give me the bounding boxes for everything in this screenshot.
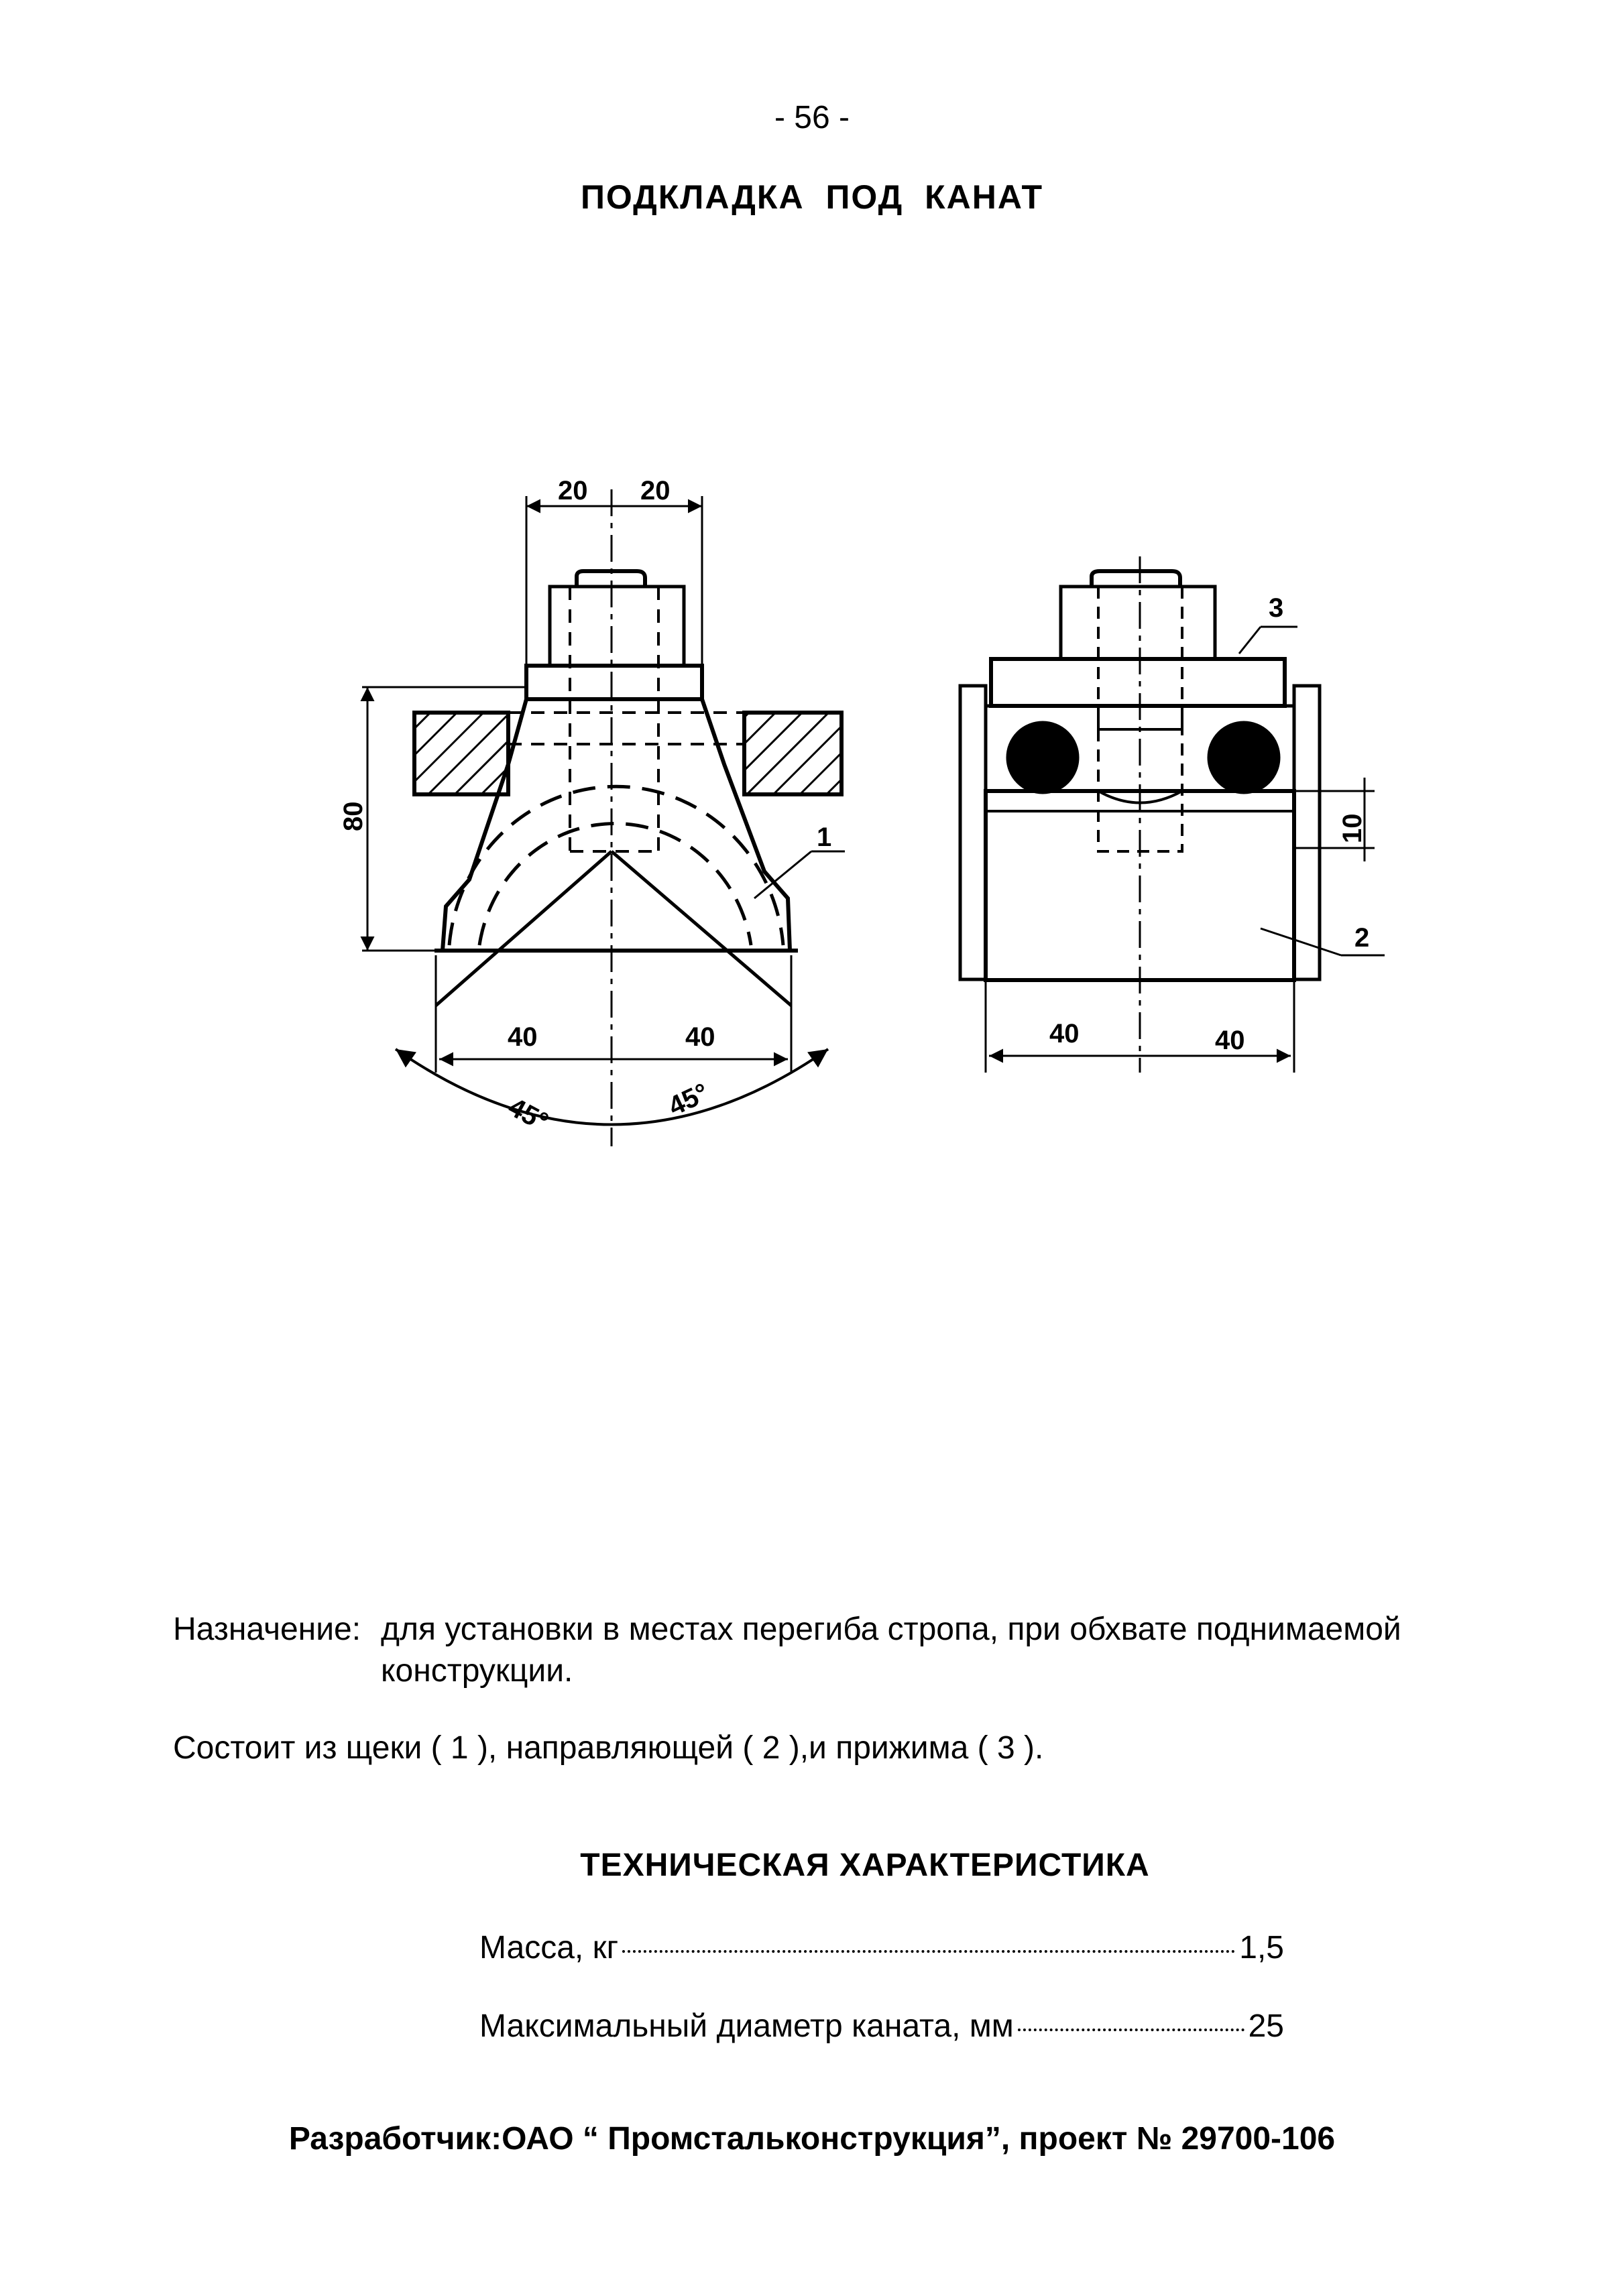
callout-3: 3 bbox=[1269, 593, 1284, 623]
dim-bottom-left: 40 bbox=[508, 1022, 538, 1052]
beam-left-section bbox=[414, 713, 508, 794]
dim-bottom-right: 40 bbox=[685, 1022, 715, 1052]
rope-left bbox=[1008, 723, 1078, 792]
left-view bbox=[362, 489, 845, 1146]
right-nut bbox=[1061, 587, 1215, 659]
dim-height: 80 bbox=[339, 801, 368, 831]
composition-text: Состоит из щеки ( 1 ), направляющей ( 2 ),и прижима ( 3 ). bbox=[173, 1730, 1044, 1766]
leader-dots bbox=[622, 1950, 1235, 1953]
dim-top-left: 20 bbox=[558, 476, 588, 505]
spec-row-diameter bbox=[479, 2008, 1284, 2045]
purpose-label: Назначение: bbox=[173, 1612, 361, 1647]
beam-right-section bbox=[744, 713, 842, 794]
developer-line: Разработчик:ОАО “ Промстальконструкция”, проект № 29700-106 bbox=[288, 2121, 1336, 2157]
dim-top-right: 20 bbox=[640, 476, 671, 505]
right-view-labels bbox=[1049, 593, 1369, 1055]
side-guide-left bbox=[960, 686, 986, 979]
callout-2: 2 bbox=[1354, 923, 1370, 953]
right-view bbox=[960, 556, 1385, 1073]
page-title: ПОДКЛАДКА ПОД КАНАТ bbox=[580, 178, 1044, 216]
spec-value: 1,5 bbox=[1239, 1930, 1284, 1966]
spec-name: Максимальный диаметр каната, мм bbox=[479, 2008, 1014, 2044]
clamp-3 bbox=[991, 659, 1285, 706]
side-guide-right bbox=[1294, 686, 1320, 979]
callout-1: 1 bbox=[817, 823, 832, 852]
dim-gap: 10 bbox=[1338, 813, 1367, 843]
page-number: - 56 - bbox=[774, 100, 850, 135]
angle-left: 45° bbox=[503, 1092, 553, 1138]
spec-title: ТЕХНИЧЕСКАЯ ХАРАКТЕРИСТИКА bbox=[580, 1848, 1150, 1883]
spec-row-mass bbox=[479, 1929, 1284, 1966]
right-dim-bottom-right: 40 bbox=[1215, 1026, 1245, 1055]
purpose-block bbox=[173, 1609, 1514, 1692]
rope-right bbox=[1209, 723, 1279, 792]
left-view-labels bbox=[339, 476, 831, 1137]
leader-dots bbox=[1018, 2029, 1244, 2031]
purpose-text: для установки в местах перегиба стропа, при обхвате поднимаемой конструкции. bbox=[381, 1612, 1401, 1689]
right-dim-bottom-left: 40 bbox=[1049, 1019, 1080, 1048]
top-plate bbox=[526, 666, 702, 699]
angle-right: 45° bbox=[664, 1077, 713, 1122]
spec-value: 25 bbox=[1248, 2008, 1284, 2044]
spec-name: Масса, кг bbox=[479, 1930, 619, 1966]
